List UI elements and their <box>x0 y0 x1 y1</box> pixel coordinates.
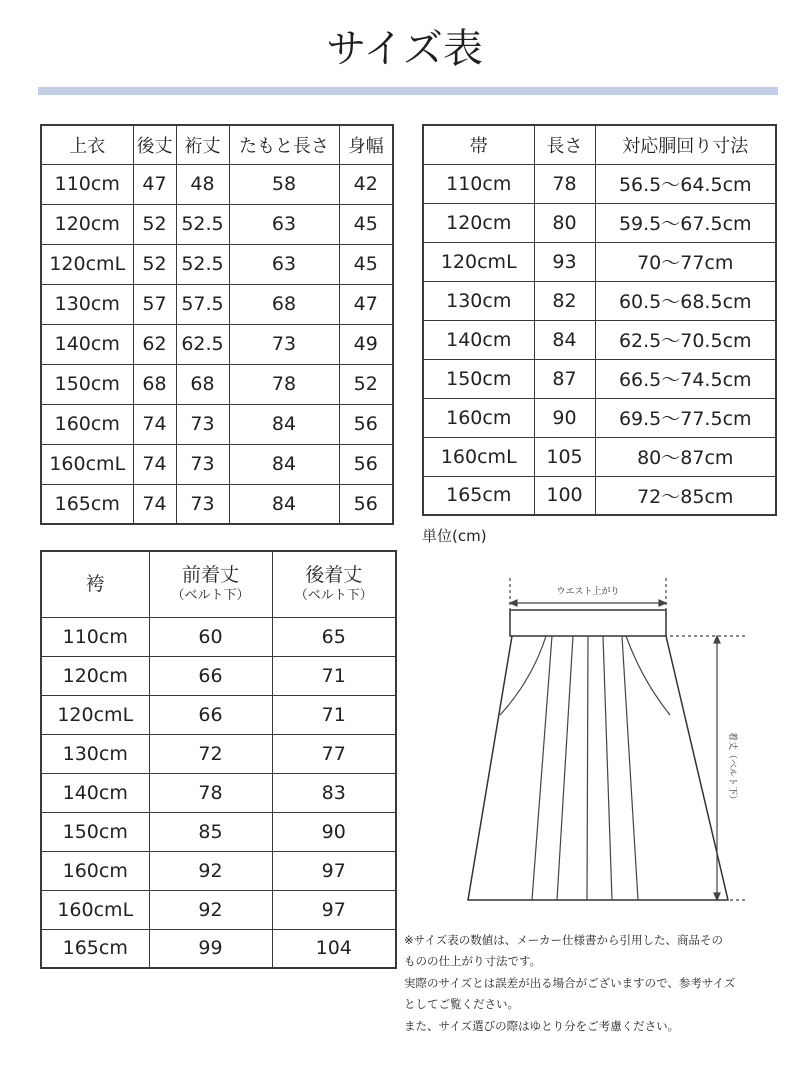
table-cell: 160cm <box>423 398 534 437</box>
table-cell: 150cm <box>41 812 149 851</box>
arrow-down-icon <box>714 893 720 900</box>
table-cell: 130cm <box>423 281 534 320</box>
table-row <box>423 203 776 242</box>
table-cell: 71 <box>272 656 396 695</box>
pleat-line <box>557 636 573 900</box>
table-cell: 85 <box>149 812 272 851</box>
table-cell: 82 <box>534 281 595 320</box>
column-header: 上衣 <box>41 125 133 164</box>
pleat-line <box>603 636 612 900</box>
table-row <box>41 656 396 695</box>
table-cell: 165cm <box>423 476 534 515</box>
table-cell: 56 <box>339 404 393 444</box>
table-cell: 160cmL <box>41 890 149 929</box>
table-cell: 120cm <box>41 204 133 244</box>
table-cell: 73 <box>176 404 229 444</box>
table-row <box>41 929 396 968</box>
note-line: 実際のサイズとは誤差が出る場合がございますので、参考サイズ <box>404 975 736 990</box>
note-line: ※サイズ表の数値は、メーカー仕様書から引用した、商品その <box>404 933 723 947</box>
table-cell: 63 <box>229 244 339 284</box>
table-cell: 62.5 <box>176 324 229 364</box>
table-row <box>423 242 776 281</box>
table-cell: 84 <box>534 320 595 359</box>
table-cell: 45 <box>339 244 393 284</box>
pleat-line <box>622 636 638 900</box>
table-cell: 70〜77cm <box>595 242 776 281</box>
table-cell: 56 <box>339 484 393 524</box>
table-cell: 45 <box>339 204 393 244</box>
table-row <box>41 284 393 324</box>
table-cell: 92 <box>149 851 272 890</box>
size-note <box>404 930 800 1037</box>
length-label: 着丈（ベルト下） <box>727 731 737 805</box>
table-cell: 160cm <box>41 851 149 890</box>
table-cell: 72 <box>149 734 272 773</box>
table-cell: 78 <box>229 364 339 404</box>
column-header <box>41 551 149 617</box>
table-cell: 78 <box>149 773 272 812</box>
table-cell: 52.5 <box>176 204 229 244</box>
table-cell: 150cm <box>423 359 534 398</box>
table-cell: 130cm <box>41 284 133 324</box>
table-cell: 90 <box>272 812 396 851</box>
table-cell: 92 <box>149 890 272 929</box>
arrow-left-icon <box>510 600 517 606</box>
table-cell: 120cmL <box>41 695 149 734</box>
table-cell: 62 <box>133 324 176 364</box>
obi-size-table <box>422 124 777 516</box>
table-cell: 130cm <box>41 734 149 773</box>
table-row <box>41 890 396 929</box>
title-underline-bar <box>38 87 778 95</box>
column-header <box>272 551 396 617</box>
table-cell: 160cm <box>41 404 133 444</box>
table-header-row <box>41 125 393 164</box>
table-cell: 71 <box>272 695 396 734</box>
table-row <box>41 164 393 204</box>
table-cell: 60.5〜68.5cm <box>595 281 776 320</box>
header-sub-label: （ベルト下） <box>294 588 373 604</box>
table-cell: 120cmL <box>423 242 534 281</box>
table-cell: 110cm <box>41 164 133 204</box>
table-cell: 160cmL <box>423 437 534 476</box>
table-cell: 47 <box>133 164 176 204</box>
header-main-label: 後着丈 <box>305 564 363 587</box>
table-cell: 80〜87cm <box>595 437 776 476</box>
top-garment-size-table <box>40 124 394 525</box>
table-cell: 104 <box>272 929 396 968</box>
table-cell: 52.5 <box>176 244 229 284</box>
column-header: 長さ <box>534 125 595 164</box>
column-header: 対応胴回り寸法 <box>595 125 776 164</box>
table-cell: 66 <box>149 656 272 695</box>
table-cell: 48 <box>176 164 229 204</box>
column-header: 帯 <box>423 125 534 164</box>
table-cell: 56 <box>339 444 393 484</box>
table-cell: 74 <box>133 444 176 484</box>
table-cell: 150cm <box>41 364 133 404</box>
table-row <box>423 164 776 203</box>
table-row <box>41 324 393 364</box>
table-row <box>41 695 396 734</box>
table-cell: 84 <box>229 484 339 524</box>
table-cell: 110cm <box>423 164 534 203</box>
table-row <box>423 320 776 359</box>
side-slit-right <box>626 636 670 715</box>
skirt-outline <box>468 636 728 900</box>
table-cell: 120cm <box>41 656 149 695</box>
column-header: 裄丈 <box>176 125 229 164</box>
table-cell: 73 <box>176 484 229 524</box>
table-cell: 73 <box>176 444 229 484</box>
table-cell: 90 <box>534 398 595 437</box>
table-cell: 52 <box>133 244 176 284</box>
table-cell: 57 <box>133 284 176 324</box>
table-row <box>423 476 776 515</box>
table-cell: 165cm <box>41 484 133 524</box>
table-cell: 73 <box>229 324 339 364</box>
table-cell: 52 <box>339 364 393 404</box>
waistband <box>510 610 666 636</box>
header-main-label: 袴 <box>85 573 105 596</box>
table-row <box>423 359 776 398</box>
table-row <box>41 484 393 524</box>
table-cell: 105 <box>534 437 595 476</box>
table-cell: 42 <box>339 164 393 204</box>
table-cell: 84 <box>229 404 339 444</box>
waist-label: ウエスト上がり <box>556 587 620 597</box>
table-row <box>423 398 776 437</box>
header-sub-label: （ベルト下） <box>171 588 250 604</box>
arrow-up-icon <box>714 636 720 643</box>
table-cell: 47 <box>339 284 393 324</box>
column-header <box>149 551 272 617</box>
table-cell: 72〜85cm <box>595 476 776 515</box>
table-cell: 80 <box>534 203 595 242</box>
table-row <box>41 812 396 851</box>
table-cell: 49 <box>339 324 393 364</box>
table-cell: 99 <box>149 929 272 968</box>
page-title: サイズ表 <box>326 26 483 72</box>
table-cell: 74 <box>133 404 176 444</box>
table-cell: 52 <box>133 204 176 244</box>
table-row <box>423 281 776 320</box>
table-row <box>41 244 393 284</box>
table-cell: 160cmL <box>41 444 133 484</box>
table-cell: 59.5〜67.5cm <box>595 203 776 242</box>
table-row <box>41 617 396 656</box>
table-cell: 100 <box>534 476 595 515</box>
column-header: 身幅 <box>339 125 393 164</box>
table-row <box>41 404 393 444</box>
table-cell: 140cm <box>41 324 133 364</box>
table-cell: 68 <box>229 284 339 324</box>
note-line: また、サイズ選びの際はゆとり分をご考慮ください。 <box>404 1018 680 1033</box>
table-row <box>41 773 396 812</box>
table-row <box>41 444 393 484</box>
table-cell: 83 <box>272 773 396 812</box>
table-cell: 57.5 <box>176 284 229 324</box>
table-cell: 87 <box>534 359 595 398</box>
table-row <box>423 437 776 476</box>
note-line: としてご覧ください。 <box>404 997 519 1012</box>
table-cell: 110cm <box>41 617 149 656</box>
table-cell: 68 <box>176 364 229 404</box>
table-cell: 66.5〜74.5cm <box>595 359 776 398</box>
table-cell: 84 <box>229 444 339 484</box>
table-cell: 62.5〜70.5cm <box>595 320 776 359</box>
hakama-size-table <box>40 550 397 969</box>
table-cell: 120cmL <box>41 244 133 284</box>
table-cell: 78 <box>534 164 595 203</box>
table-cell: 58 <box>229 164 339 204</box>
header-main-label: 前着丈 <box>181 564 239 587</box>
table-cell: 68 <box>133 364 176 404</box>
arrow-right-icon <box>659 600 666 606</box>
table-header-row <box>423 125 776 164</box>
side-slit-left <box>500 636 546 715</box>
table-row <box>41 204 393 244</box>
table-cell: 66 <box>149 695 272 734</box>
table-header-row <box>41 551 396 617</box>
table-cell: 65 <box>272 617 396 656</box>
table-cell: 56.5〜64.5cm <box>595 164 776 203</box>
note-line: ものの仕上がり寸法です。 <box>404 954 542 969</box>
table-cell: 97 <box>272 890 396 929</box>
column-header: たもと長さ <box>229 125 339 164</box>
pleat-line <box>587 636 588 900</box>
table-cell: 165cm <box>41 929 149 968</box>
table-row <box>41 364 393 404</box>
table-row <box>41 734 396 773</box>
table-cell: 74 <box>133 484 176 524</box>
hakama-diagram <box>460 570 760 915</box>
table-cell: 140cm <box>423 320 534 359</box>
table-cell: 93 <box>534 242 595 281</box>
column-header: 後丈 <box>133 125 176 164</box>
table-cell: 60 <box>149 617 272 656</box>
table-cell: 140cm <box>41 773 149 812</box>
unit-label: 単位(cm) <box>422 527 487 545</box>
table-cell: 97 <box>272 851 396 890</box>
pleat-line <box>532 636 552 900</box>
table-cell: 120cm <box>423 203 534 242</box>
table-cell: 77 <box>272 734 396 773</box>
table-cell: 69.5〜77.5cm <box>595 398 776 437</box>
table-row <box>41 851 396 890</box>
table-cell: 63 <box>229 204 339 244</box>
